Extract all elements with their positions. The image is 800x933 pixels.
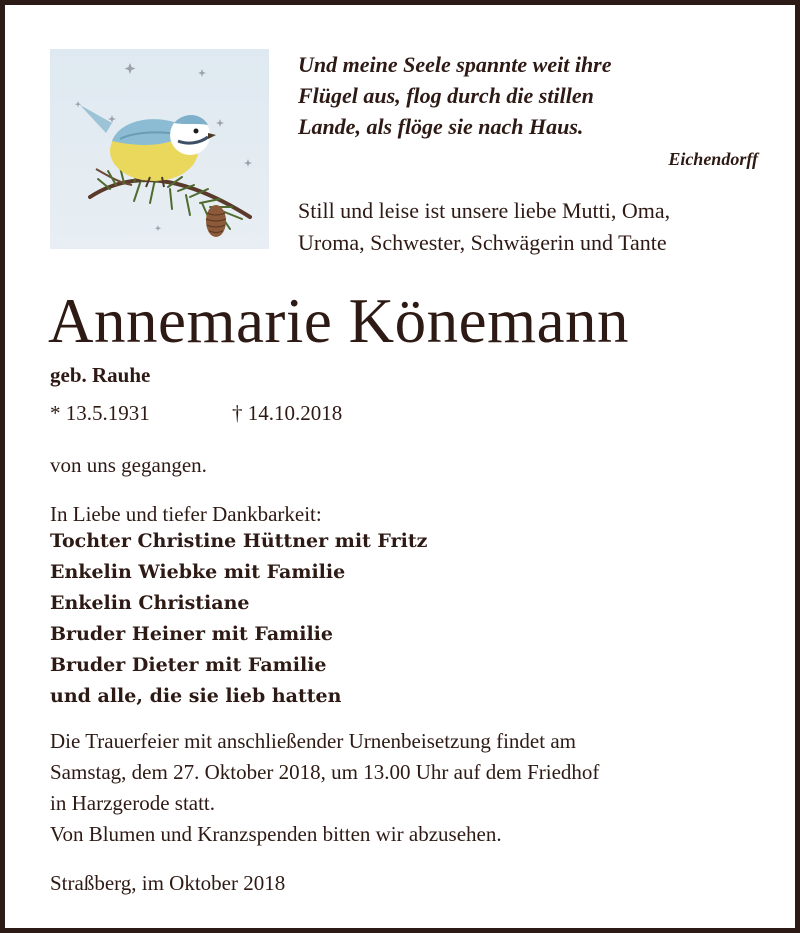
- ceremony-line: Samstag, dem 27. Oktober 2018, um 13.00 Uhr auf dem Friedhof: [50, 760, 600, 784]
- place-date-line: Straßberg, im Oktober 2018: [50, 871, 286, 895]
- life-dates: [50, 399, 343, 427]
- death-date: † 14.10.2018: [232, 401, 343, 425]
- mourner-item: Enkelin Wiebke mit Familie: [50, 561, 346, 583]
- quote-author: Eichendorff: [668, 149, 758, 169]
- mourner-item: Enkelin Christiane: [50, 592, 250, 614]
- deceased-name: Annemarie Könemann: [48, 286, 630, 356]
- bird-on-branch-icon: [50, 49, 269, 249]
- ceremony-line: in Harzgerode statt.: [50, 791, 216, 815]
- mourner-item: Bruder Heiner mit Familie: [50, 623, 333, 645]
- intro-line: Still und leise ist unsere liebe Mutti, Oma,: [298, 198, 671, 223]
- mourner-item: Tochter Christine Hüttner mit Fritz: [50, 530, 428, 552]
- ceremony-line: Die Trauerfeier mit anschließender Urnenbeisetzung findet am: [50, 729, 576, 753]
- ceremony-line: Von Blumen und Kranzspenden bitten wir abzusehen.: [50, 822, 502, 846]
- place-date: [50, 868, 780, 899]
- mourner-item: Bruder Dieter mit Familie: [50, 654, 327, 676]
- intro-line: Uroma, Schwester, Schwägerin und Tante: [298, 230, 667, 255]
- intro-text: [298, 195, 778, 259]
- passed-line: von uns gegangen.: [50, 453, 207, 477]
- quote-line: Und meine Seele spannte weit ihre: [298, 52, 612, 77]
- poem-quote: [298, 49, 768, 142]
- mourner-item: und alle, die sie lieb hatten: [50, 685, 342, 707]
- quote-line: Flügel aus, flog durch die stillen: [298, 83, 594, 108]
- ceremony-text: [50, 726, 780, 850]
- mourners-list: [50, 526, 427, 712]
- maiden-name: geb. Rauhe: [50, 363, 151, 387]
- passed-text: [50, 450, 780, 481]
- birth-date: * 13.5.1931: [50, 401, 150, 425]
- quote-line: Lande, als flöge sie nach Haus.: [298, 114, 584, 139]
- thanks-line: In Liebe und tiefer Dankbarkeit:: [50, 502, 322, 526]
